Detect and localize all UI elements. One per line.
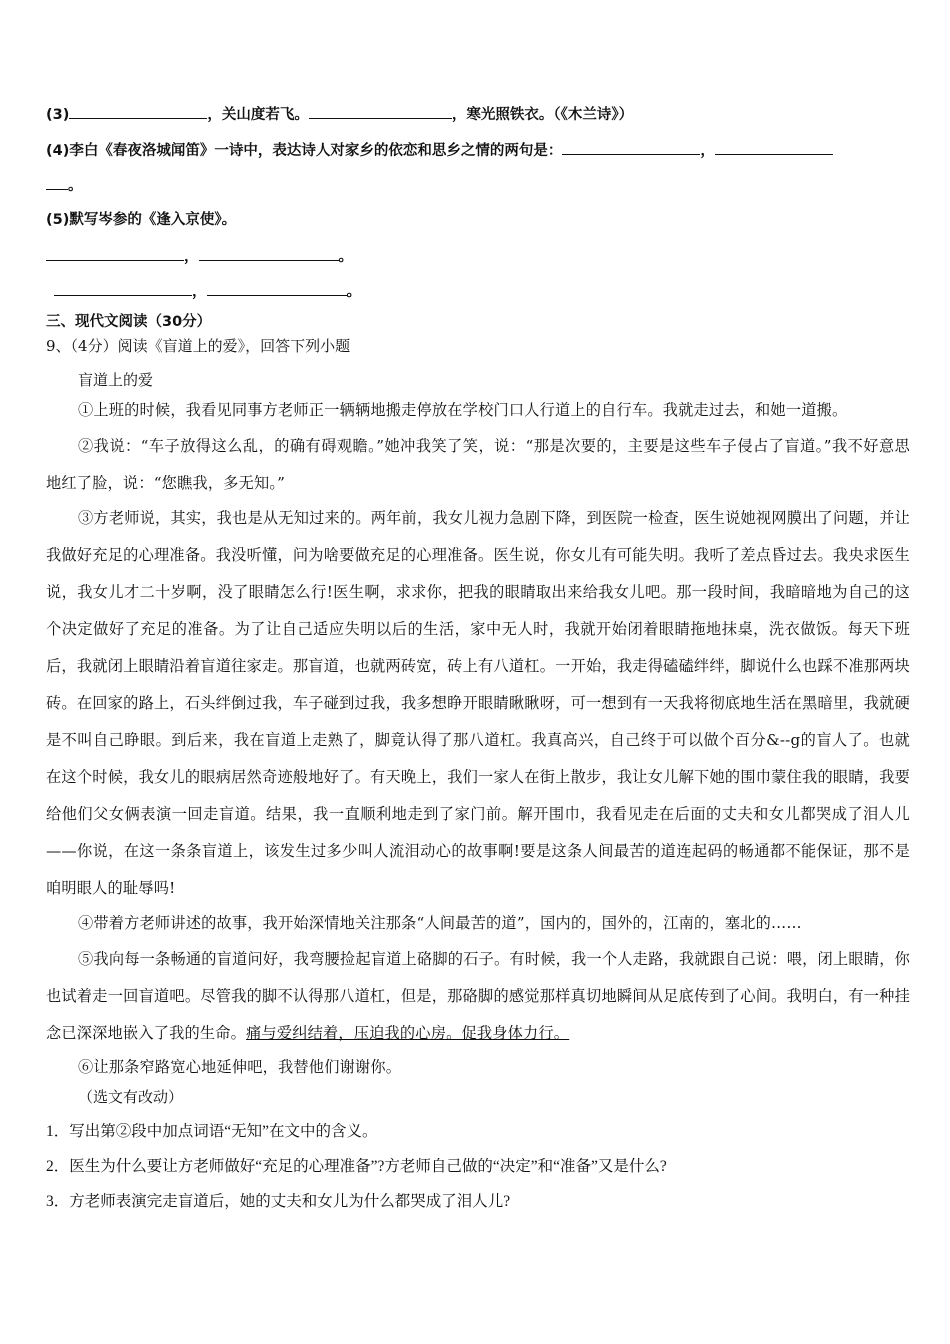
q5-blank-4[interactable] [207, 280, 347, 296]
q3-blank-1[interactable] [69, 103, 207, 119]
q4-end: 。 [68, 178, 83, 194]
sub-question-1: 1．写出第②段中加点词语“无知”在文中的含义。 [46, 1123, 378, 1140]
article-paragraph-6: ⑥让那条窄路宽心地延伸吧，我替他们谢谢你。 [78, 1058, 402, 1076]
q4-blank-2[interactable] [715, 139, 833, 155]
q5-text: (5)默写岑参的《逢入京使》。 [46, 212, 237, 228]
q5-sep1: ， [184, 249, 199, 265]
q5-blank-1[interactable] [46, 245, 184, 261]
underlined-sentence: 痛与爱纠结着，压迫我的心房。促我身体力行。 [246, 1024, 570, 1042]
article-paragraph-2: ②我说：“车子放得这么乱，的确有碍观瞻。”她冲我笑了笑，说：“那是次要的，主要是这些车子侵占了盲道。”我不好意思地红了脸，说：“您瞧我，多无知。” [46, 437, 910, 492]
fill-question-4 [46, 139, 908, 161]
fill-question-3 [46, 103, 908, 125]
article-paragraph-5-text: ⑤我向每一条畅通的盲道问好，我弯腰捡起盲道上硌脚的石子。有时候，我一个人走路，我就跟自己说：喂，闭上眼睛，你也试着走一回盲道吧。尽管我的脚不认得那八道杠，但是，那硌脚的感觉那样真切地瞬间从足底传到了心间。我明白，有一种挂念已深深地嵌入了我的生命。 [46, 950, 910, 1042]
q4-text: (4)李白《春夜洛城闻笛》一诗中，表达诗人对家乡的依恋和思乡之情的两句是： [46, 143, 563, 159]
source-note: （选文有改动） [78, 1088, 184, 1106]
q4-blank-1[interactable] [562, 139, 700, 155]
article-paragraph-3: ③方老师说，其实，我也是从无知过来的。两年前，我女儿视力急剧下降，到医院一检查，医生说她视网膜出了问题，并让我做好充足的心理准备。我没听懂，问为啥要做充足的心理准备。医生说，你女儿有可能失明。我听了差点昏过去。我央求医生说，我女儿才二十岁啊，没了眼睛怎么行!医生啊，求求你，把我的眼睛取出来给我女儿吧。那一段时间，我暗暗地为自己的这个决定做好了充足的准备。为了让自己适应失明以后的生活，家中无人时，我就开始闭着眼睛拖地抹桌，洗衣做饭。每天下班后，我就闭上眼睛沿着盲道往家走。那盲道，也就两砖宽，砖上有八道杠。一开始，我走得磕磕绊绊，脚说什么也踩不准那两块砖。在回家的路上，石头绊倒过我，车子碰到过我，我多想睁开眼睛瞅瞅呀，可一想到有一天我将彻底地生活在黑暗里，我就硬是不叫自己睁眼。到后来，我在盲道上走熟了，脚竟认得了那八道杠。我真高兴，自己终于可以做个百分&--g的盲人了。也就在这个时候，我女儿的眼病居然奇迹般地好了。有天晚上，我们一家人在街上散步，我让女儿解下她的围巾蒙住我的眼睛，我要给他们父女俩表演一回走盲道。结果，我一直顺利地走到了家门前。解开围巾，我看见走在后面的丈夫和女儿都哭成了泪人儿——你说，在这一条条盲道上，该发生过多少叫人流泪动心的故事啊!要是这条人间最苦的道连起码的畅通都不能保证，那不是咱明眼人的耻辱吗! [46, 509, 910, 897]
fill-question-5-line-1 [46, 245, 908, 267]
q5-end2: 。 [346, 284, 361, 300]
q5-blank-3[interactable] [54, 280, 192, 296]
sub-question-2: 2．医生为什么要让方老师做好“充足的心理准备”?方老师自己做的“决定”和“准备”又是什么? [46, 1158, 667, 1175]
fill-question-5 [46, 210, 908, 230]
q4-blank-2-cont[interactable] [46, 174, 68, 190]
sub-question-3: 3．方老师表演完走盲道后，她的丈夫和女儿为什么都哭成了泪人儿? [46, 1193, 511, 1210]
q5-sep2: ， [192, 284, 207, 300]
article-paragraph-4: ④带着方老师讲述的故事，我开始深情地关注那条“人间最苦的道”，国内的，国外的，江南的，塞北的…… [78, 914, 802, 932]
q3-blank-2[interactable] [309, 103, 452, 119]
fill-question-5-line-2 [54, 280, 916, 302]
article-paragraph-1: ①上班的时候，我看见同事方老师正一辆辆地搬走停放在学校门口人行道上的自行车。我就走过去，和她一道搬。 [78, 401, 848, 419]
article-paragraph-5 [46, 941, 910, 1052]
question-9-stem: 9、（4分）阅读《盲道上的爱》，回答下列小题 [46, 337, 351, 355]
q3-mid: ，关山度若飞。 [207, 107, 309, 123]
section-title: 三、现代文阅读（30分） [46, 314, 212, 330]
fill-question-4-cont [46, 174, 908, 196]
q3-label: (3) [46, 107, 70, 123]
article-title: 盲道上的爱 [78, 371, 154, 389]
q5-end1: 。 [338, 249, 353, 265]
q3-end: ，寒光照铁衣。（《木兰诗》） [451, 107, 634, 123]
q4-sep: ， [700, 143, 715, 159]
q5-blank-2[interactable] [199, 245, 339, 261]
